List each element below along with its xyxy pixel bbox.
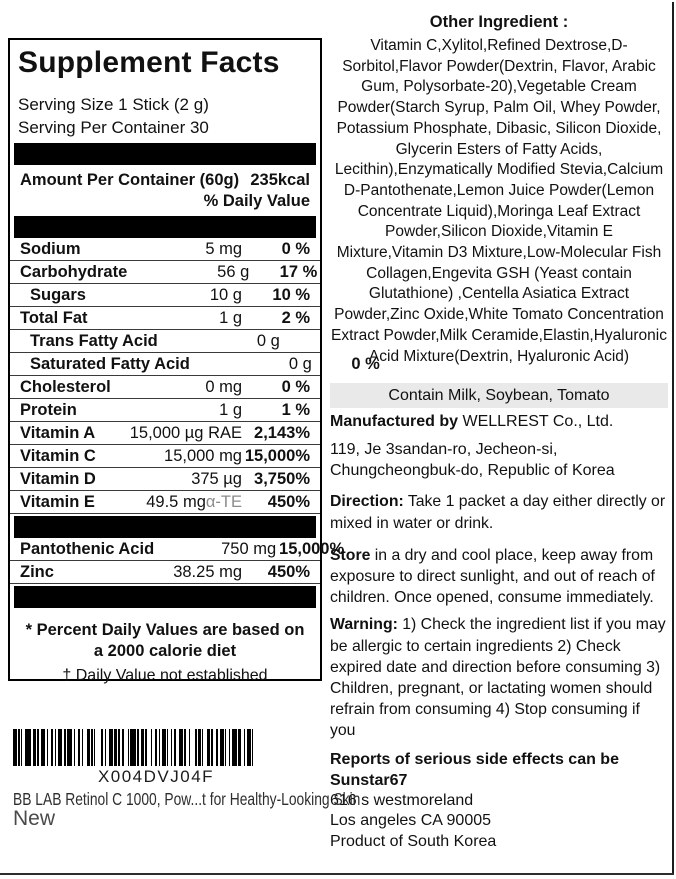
not-established-footnote: † Daily Value not established — [62, 667, 268, 684]
barcode-bar — [41, 729, 45, 766]
barcode-bar — [141, 729, 144, 766]
barcode-bar — [229, 729, 230, 766]
barcode-bar — [82, 729, 83, 766]
manufacturer-address — [330, 439, 668, 481]
barcode-bar — [109, 729, 113, 766]
barcode-bar — [202, 729, 203, 766]
table-row: Pantothenic Acid 750 mg 15,000% — [10, 538, 320, 561]
barcode-bar — [232, 729, 237, 766]
warning-label: Warning: — [330, 616, 398, 634]
amount-header: Amount Per Container (60g) — [20, 171, 240, 189]
table-row: Vitamin C 15,000 mg 15,000% — [10, 445, 320, 468]
separator-bar — [14, 516, 316, 538]
barcode-bar — [238, 729, 241, 766]
barcode-bar — [225, 729, 226, 766]
barcode-bar — [247, 729, 251, 766]
separator-bar — [14, 216, 316, 238]
barcode-bar — [18, 729, 19, 766]
product-title: BB LAB Retinol C 1000, Pow...t for Healthy-Looking Skin — [13, 789, 361, 809]
manufacturer-line — [330, 411, 668, 432]
amount-per-container-row — [10, 165, 320, 190]
barcode-bar — [137, 729, 138, 766]
barcode-bar — [94, 729, 95, 766]
barcode-bar — [184, 729, 185, 766]
barcode-bar — [151, 729, 152, 766]
table-row: Sodium 5 mg 0 % — [10, 238, 320, 261]
barcode-bar — [25, 729, 30, 766]
condition-label: New — [13, 807, 56, 830]
barcode-bar — [21, 729, 22, 766]
country-of-origin: Product of South Korea — [330, 832, 497, 850]
daily-value-header: % Daily Value — [203, 192, 310, 210]
barcode-bar — [101, 729, 104, 766]
barcode-bar — [195, 729, 196, 766]
barcode-bar — [179, 729, 183, 766]
seller-address-line1: 616 s westmoreland — [330, 791, 474, 809]
barcode-bar — [122, 729, 123, 766]
direction-paragraph: Direction: Take 1 packet a day either directly or mixed in water or drink. — [330, 493, 666, 532]
barcode-bar — [207, 729, 210, 766]
barcode-bar — [58, 729, 62, 766]
image-right-border — [672, 2, 674, 875]
barcode-bar — [67, 729, 72, 766]
barcode-bar — [220, 729, 224, 766]
barcode-bar — [211, 729, 212, 766]
barcode-bar — [171, 729, 172, 766]
barcode-bar — [114, 729, 117, 766]
image-bottom-border — [0, 873, 674, 875]
barcode-bar — [37, 729, 38, 766]
barcode-bar — [118, 729, 119, 766]
barcode-bar — [244, 729, 245, 766]
panel-title: Supplement Facts — [18, 46, 280, 79]
table-row: Sugars 10 g 10 % — [10, 284, 320, 307]
barcode-bar — [105, 729, 106, 766]
barcode-bar — [252, 729, 253, 766]
side-effects-report-line: Reports of serious side effects can be Sunstar67 — [330, 750, 619, 789]
barcode-bar — [91, 729, 92, 766]
barcode-bar — [167, 729, 168, 766]
manufacturer-address-line1: 119, Je 3sandan-ro, Jecheon-si, — [330, 441, 558, 459]
ingredients-info-column — [330, 12, 668, 852]
warning-paragraph: Warning: 1) Check the ingredient list if you may be allergic to certain ingredients 2) Check expired date and direction before consuming 3) Children, pregnant, or lactating women should refrain from consuming 4) Stop consuming if you — [330, 616, 666, 740]
separator-bar — [14, 143, 316, 165]
barcode-bar — [47, 729, 48, 766]
table-row: Carbohydrate 56 g 17 % — [10, 261, 320, 284]
direction-label: Direction: — [330, 493, 404, 511]
barcode-bar — [189, 729, 190, 766]
seller-address-line2: Los angeles CA 90005 — [330, 812, 492, 830]
barcode-bar — [51, 729, 54, 766]
manufacturer-address-line2: Chungcheongbuk-do, Republic of Korea — [330, 462, 615, 480]
table-row: Zinc 38.25 mg 450% — [10, 561, 320, 584]
table-row: Total Fat 1 g 2 % — [10, 307, 320, 330]
barcode-bar — [155, 729, 158, 766]
other-ingredient-list: Vitamin C,Xylitol,Refined Dextrose,D-Sorbitol,Flavor Powder(Dextrin, Flavor, Arabic Gum, Polysorbate-20),Vegetable Cream Powder(Starch Syrup, Palm Oil, Whey Powder, Potassium Phosphate, Dibasic, Silicon Dioxide, Glycerin Esters of Fatty Acids, Lecithin),Enzymatically Modified Stevia,Calcium D-Pantothenate,Lemon Juice Powder(Lemon Concentrate Liquid),Moringa Leaf Extract Powder,Silicon Dioxide,Vitamin E Mixture,Vitamin D3 Mixture,Low-Molecular Fish Collagen,Engevita GSH (Yeast contain Glutathione) ,Centella Asiatica Extract Powder,Zinc Oxide,White Tomato Concentration Extract Powder,Milk Ceramide,Elastin,Hyaluronic Acid Mixture(Dextrin, Hyaluronic Acid) — [331, 37, 667, 365]
barcode — [13, 729, 299, 766]
table-row: Cholesterol 0 mg 0 % — [10, 376, 320, 399]
table-row: Saturated Fatty Acid 0 g 0 % — [10, 353, 320, 376]
barcode-bar — [33, 729, 36, 766]
barcode-bar — [78, 729, 81, 766]
table-row: Trans Fatty Acid 0 g — [10, 330, 320, 353]
barcode-bar — [55, 729, 56, 766]
barcode-bar — [198, 729, 201, 766]
table-row: Vitamin E 49.5 mgα-TE 450% — [10, 491, 320, 514]
barcode-bar — [74, 729, 75, 766]
serving-per-container: Serving Per Container 30 — [18, 118, 209, 137]
table-row: Vitamin A 15,000 µg RAE 2,143% — [10, 422, 320, 445]
storage-paragraph: Store in a dry and cool place, keep away from exposure to direct sunlight, and out of reach of children. Once opened, consume immediately. — [330, 546, 655, 607]
separator-bar — [14, 586, 316, 608]
barcode-bar — [162, 729, 166, 766]
barcode-bar — [87, 729, 90, 766]
barcode-bar — [130, 729, 135, 766]
barcode-bar — [128, 729, 129, 766]
store-label: Store — [330, 546, 371, 564]
serving-size: Serving Size 1 Stick (2 g) — [18, 95, 209, 114]
barcode-bar — [159, 729, 160, 766]
barcode-value: X004DVJ04F — [97, 767, 215, 786]
manufactured-by-label: Manufactured by — [330, 413, 459, 431]
barcode-bar — [13, 729, 17, 766]
barcode-bar — [64, 729, 65, 766]
allergen-statement: Contain Milk, Soybean, Tomato — [330, 383, 668, 408]
other-ingredient-heading: Other Ingredient : — [429, 13, 569, 31]
manufacturer-name: WELLREST Co., Ltd. — [458, 413, 614, 431]
table-row: Protein 1 g 1 % — [10, 399, 320, 422]
barcode-bar — [145, 729, 146, 766]
barcode-bar — [174, 729, 177, 766]
barcode-bar — [216, 729, 219, 766]
calories-value: 235kcal — [250, 171, 310, 189]
daily-value-footnote: * Percent Daily Values are based on a 2000 calorie diet — [25, 621, 305, 660]
table-row: Vitamin D 375 µg 3,750% — [10, 468, 320, 491]
